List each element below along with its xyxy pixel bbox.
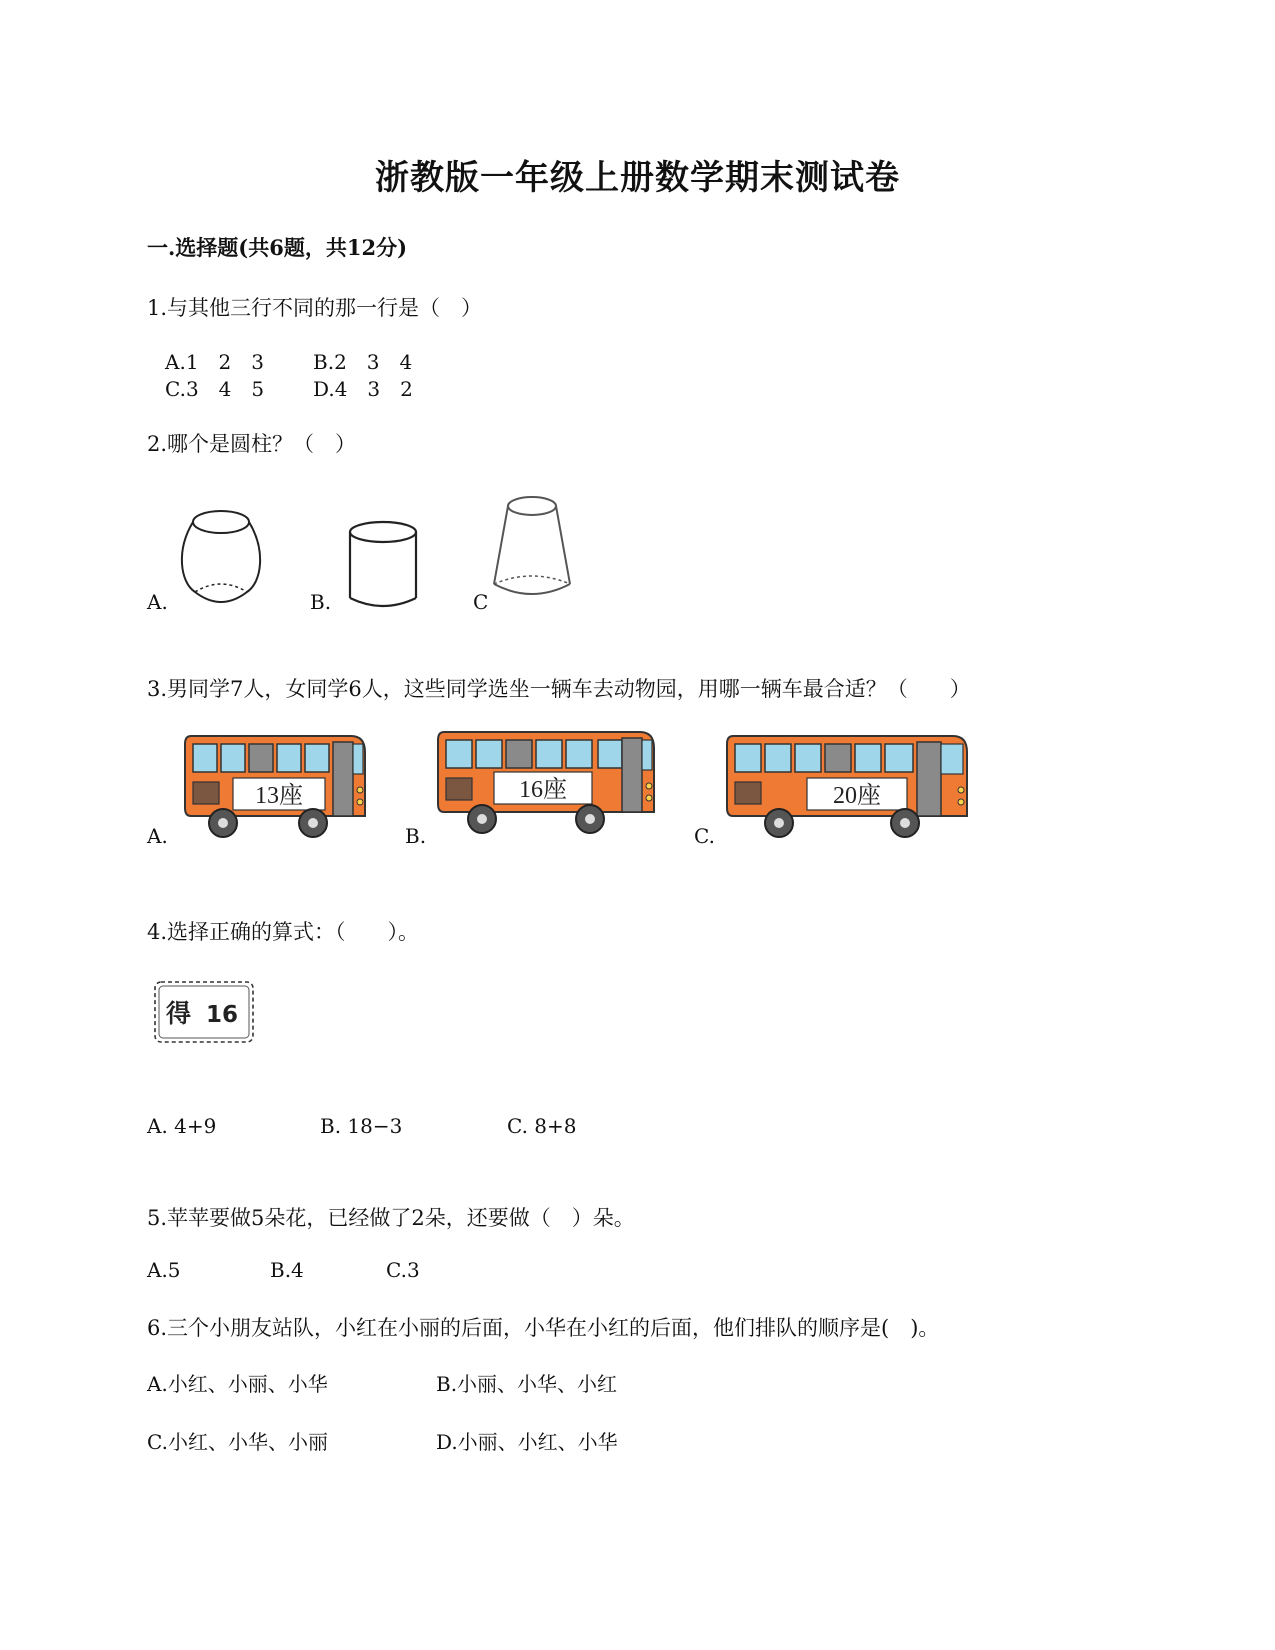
q5-option-b[interactable]: B.4 (270, 1258, 304, 1282)
q1-option-c-value: 3 4 5 (185, 377, 265, 401)
q5-option-a[interactable]: A.5 (147, 1258, 181, 1282)
question-4: 4.选择正确的算式：（ ）。 (147, 920, 420, 944)
q3-label-c[interactable]: C. (694, 824, 715, 848)
q1-option-a-label: A. (165, 350, 186, 374)
bus-13-seat[interactable] (183, 728, 369, 844)
question-5: 5.苹苹要做5朵花，已经做了2朵，还要做（ ）朵。 (147, 1206, 635, 1230)
q2-label-c[interactable]: C (473, 590, 489, 614)
bus-16-seat[interactable] (436, 724, 658, 840)
question-3: 3.男同学7人，女同学6人，这些同学选坐一辆车去动物园，用哪一辆车最合适？（ ） (147, 677, 971, 701)
question-2: 2.哪个是圆柱？（ ） (147, 432, 357, 456)
card-number: 16 (206, 1002, 239, 1028)
question-6: 6.三个小朋友站队，小红在小丽的后面，小华在小红的后面，他们排队的顺序是( )。 (147, 1316, 940, 1340)
q1-option-b-value: 2 3 4 (334, 350, 413, 374)
q5-option-c[interactable]: C.3 (386, 1258, 420, 1282)
q1-option-a-value: 1 2 3 (185, 350, 264, 374)
q2-label-a[interactable]: A. (147, 590, 168, 614)
frustum-cone-icon[interactable] (490, 494, 574, 606)
number-card (150, 977, 258, 1047)
q6-option-d[interactable]: D.小丽、小红、小华 (436, 1430, 618, 1454)
bus-20-label: 20座 (833, 783, 881, 809)
q6-option-c[interactable]: C.小红、小华、小丽 (147, 1430, 328, 1454)
q1-option-d[interactable] (313, 373, 413, 402)
q2-label-b[interactable]: B. (310, 590, 332, 614)
q1-option-c-label: C. (165, 377, 186, 401)
q1-option-c[interactable] (165, 373, 264, 402)
q4-option-b[interactable]: B. 18−3 (320, 1114, 403, 1138)
q3-label-a[interactable]: A. (147, 824, 168, 848)
q1-option-b-label: B. (313, 350, 335, 374)
q1-option-d-value: 4 3 2 (334, 377, 413, 401)
q1-option-d-label: D. (313, 377, 335, 401)
cylinder-icon[interactable] (346, 518, 420, 614)
bus-13-label: 13座 (255, 783, 303, 809)
barrel-shape-icon[interactable] (178, 500, 264, 612)
page-title: 浙教版一年级上册数学期末测试卷 (375, 158, 900, 198)
q1-option-b[interactable] (313, 346, 412, 375)
section-heading: 一.选择题(共6题，共12分) (147, 235, 408, 260)
q3-label-b[interactable]: B. (405, 824, 427, 848)
q6-option-a[interactable]: A.小红、小丽、小华 (147, 1372, 328, 1396)
question-1: 1.与其他三行不同的那一行是（ ） (147, 296, 483, 320)
bus-16-label: 16座 (519, 777, 567, 803)
q1-option-a[interactable] (165, 346, 264, 375)
q4-option-a[interactable]: A. 4+9 (147, 1114, 217, 1138)
q4-option-c[interactable]: C. 8+8 (507, 1114, 577, 1138)
q6-option-b[interactable]: B.小丽、小华、小红 (436, 1372, 618, 1396)
bus-20-seat[interactable] (725, 728, 971, 844)
card-char: 得 (166, 999, 192, 1028)
